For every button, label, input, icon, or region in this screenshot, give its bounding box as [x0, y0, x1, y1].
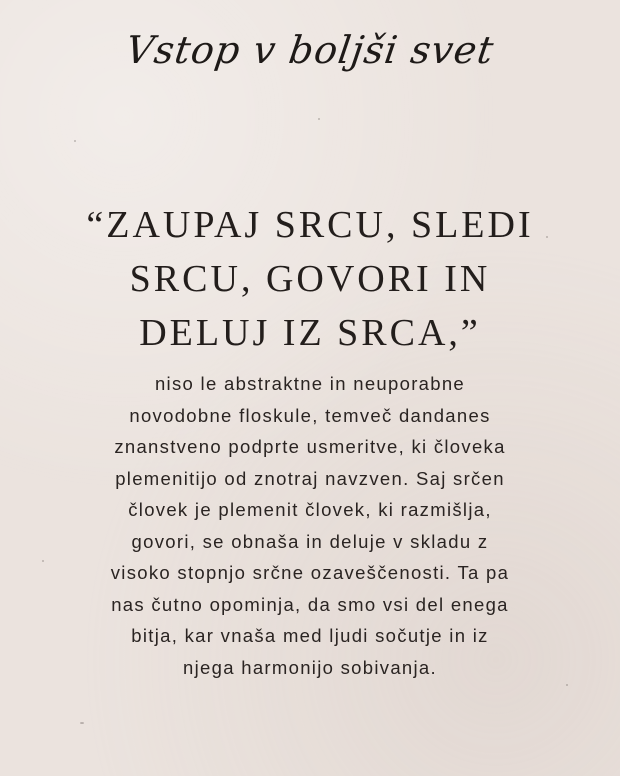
- quote-line: DELUJ IZ SRCA,”: [139, 312, 481, 354]
- body-line: nas čutno opominja, da smo vsi del enega: [111, 593, 509, 615]
- paper-speck: [566, 684, 568, 686]
- body-line: bitja, kar vnaša med ljudi sočutje in iz: [131, 625, 489, 646]
- paper-speck: [318, 118, 320, 120]
- body-paragraph: [50, 368, 570, 683]
- quote-line: SRCU, GOVORI IN: [129, 258, 491, 300]
- body-line: človek je plemenit človek, ki razmišlja,: [128, 499, 492, 520]
- body-line: visoko stopnjo srčne ozaveščenosti. Ta pa: [110, 562, 510, 583]
- quote-block: [60, 198, 560, 360]
- body-line: njega harmonijo sobivanja.: [183, 656, 437, 678]
- body-line: niso le abstraktne in neuporabne: [154, 373, 466, 394]
- quote-line: “ZAUPAJ SRCU, SLEDI: [86, 204, 534, 246]
- body-line: novodobne floskule, temveč dandanes: [129, 404, 491, 426]
- paper-speck: [74, 140, 76, 142]
- body-line: znanstveno podprte usmeritve, ki človeka: [114, 436, 506, 457]
- body-line: govori, se obnaša in deluje v skladu z: [131, 530, 489, 552]
- body-line: plemenitijo od znotraj navzven. Saj srčen: [115, 467, 505, 489]
- paper-speck: [80, 722, 84, 724]
- paper-speck: [42, 560, 44, 562]
- script-title: Vstop v boljši svet: [123, 28, 497, 72]
